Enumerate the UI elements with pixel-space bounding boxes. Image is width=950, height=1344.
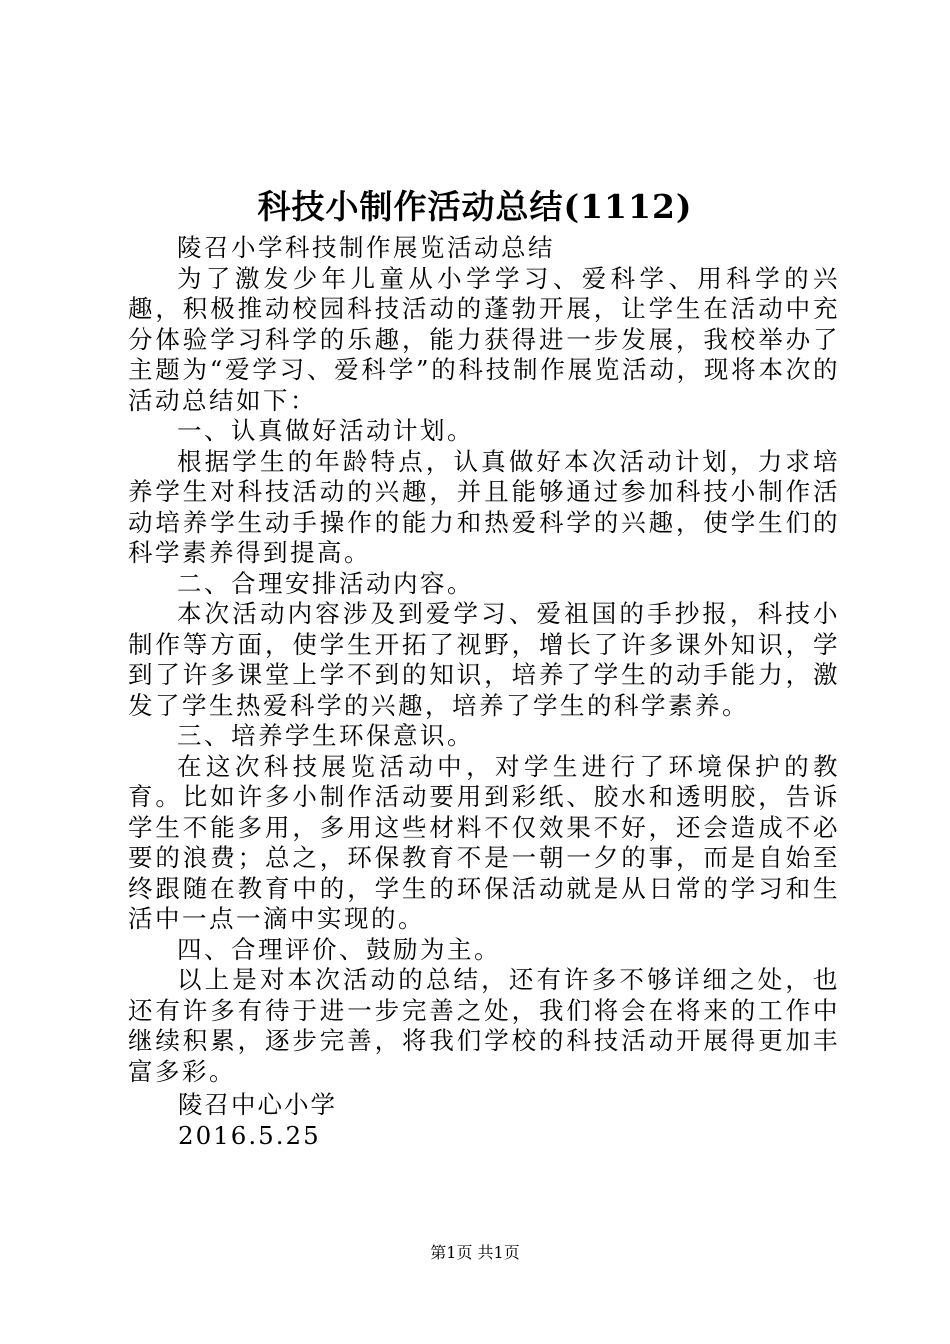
document-body: [128, 233, 840, 1087]
section-paragraph-2: 本次活动内容涉及到爱学习、爱祖国的手抄报，科技小制作等方面，使学生开拓了视野，增长了许多课外知识，学到了许多课堂上学不到的知识，培养了学生的动手能力，激发了学生热爱科学的兴趣，培养了学生的科学素养。: [128, 599, 840, 720]
intro-paragraph: 为了激发少年儿童从小学学习、爱科学、用科学的兴趣，积极推动校园科技活动的蓬勃开展，让学生在活动中充分体验学习科学的乐趣，能力获得进一步发展，我校举办了主题为“爱学习、爱科学”的科技制作展览活动，现将本次的活动总结如下：: [128, 263, 840, 415]
section-heading-3: 三、培养学生环保意识。: [177, 721, 474, 750]
section-heading-1: 一、认真做好活动计划。: [177, 416, 474, 445]
signature-school: 陵召中心小学: [178, 1090, 337, 1119]
page-footer: 第1页 共1页: [430, 1243, 520, 1262]
section-paragraph-1: 根据学生的年龄特点，认真做好本次活动计划，力求培养学生对科技活动的兴趣，并且能够通过参加科技小制作活动培养学生动手操作的能力和热爱科学的兴趣，使学生们的科学素养得到提高。: [128, 446, 840, 567]
subtitle-paragraph: 陵召小学科技制作展览活动总结: [177, 233, 555, 262]
closing-paragraph: 以上是对本次活动的总结，还有许多不够详细之处，也还有许多有待于进一步完善之处，我们将会在将来的工作中继续积累，逐步完善，将我们学校的科技活动开展得更加丰富多彩。: [128, 965, 840, 1086]
section-heading-2: 二、合理安排活动内容。: [177, 568, 474, 598]
signature-date: 2016.5.25: [178, 1121, 321, 1150]
signature-block: [178, 1089, 337, 1151]
section-paragraph-3: 在这次科技展览活动中，对学生进行了环境保护的教育。比如许多小制作活动要用到彩纸、胶水和透明胶，告诉学生不能多用，多用这些材料不仅效果不好，还会造成不必要的浪费；总之，环保教育不是一朝一夕的事，而是自始至终跟随在教育中的，学生的环保活动就是从日常的学习和生活中一点一滴中实现的。: [128, 751, 840, 933]
section-heading-4: 四、合理评价、鼓励为主。: [177, 934, 501, 964]
document-title: 科技小制作活动总结(1112): [257, 187, 693, 226]
